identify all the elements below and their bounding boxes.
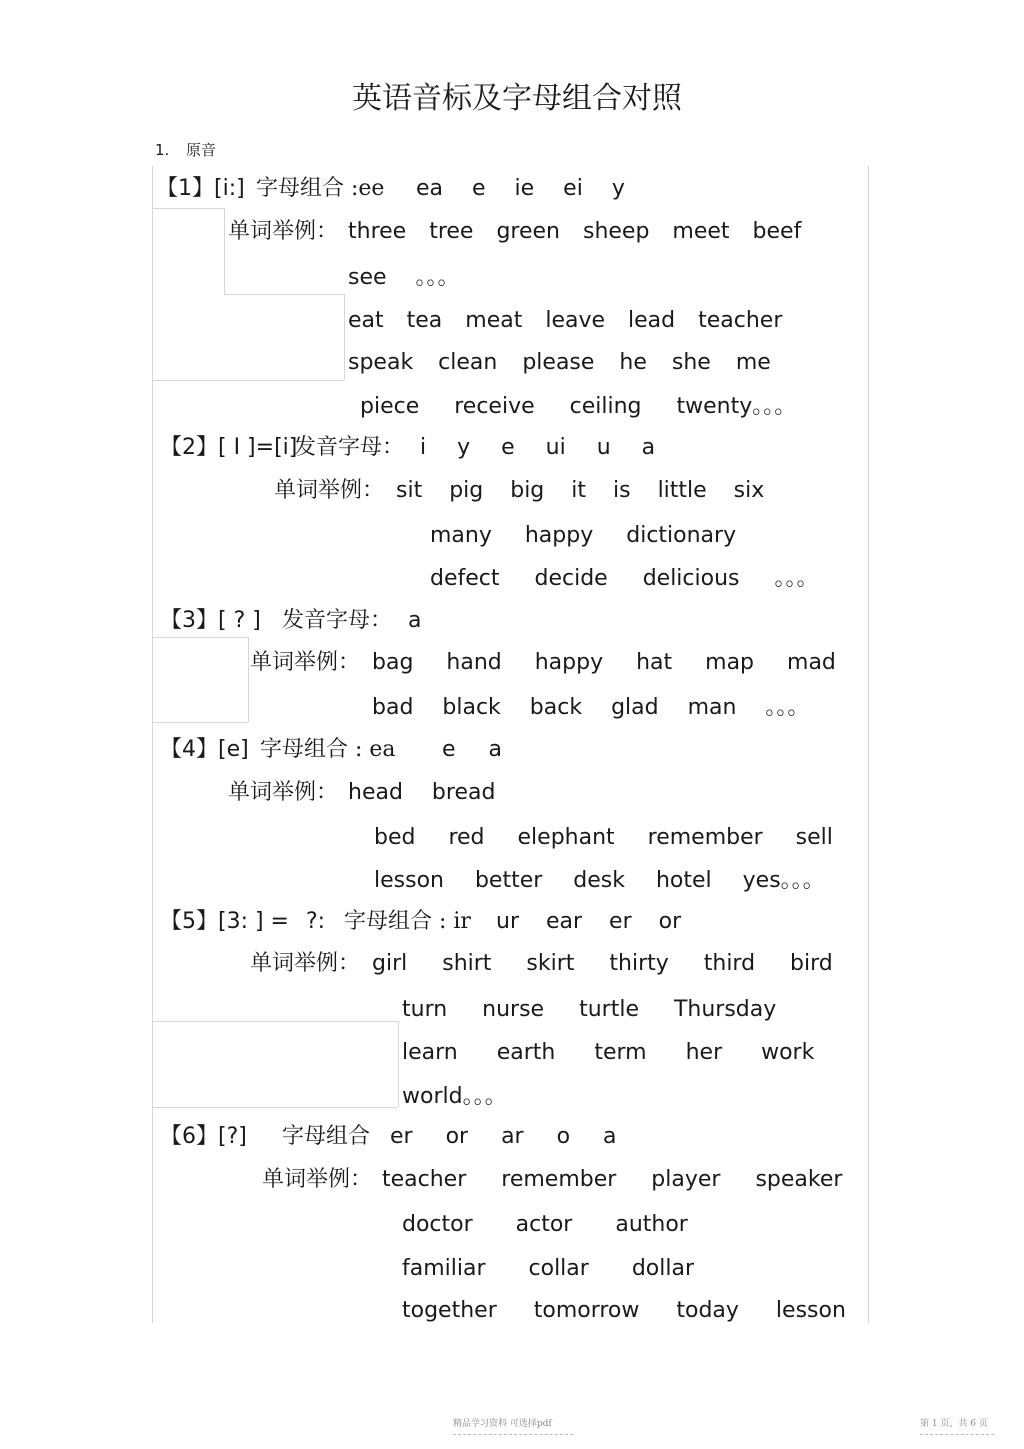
line-40: 字母组合 bbox=[282, 1124, 371, 1149]
line-29: lesson better desk hotel yes。。。 bbox=[374, 868, 825, 893]
line-42: 单词举例： bbox=[262, 1167, 373, 1192]
line-24: 字母组合 : ea bbox=[260, 737, 396, 762]
line-39: 【6】[?] bbox=[160, 1124, 247, 1149]
line-38: world。。。 bbox=[402, 1084, 507, 1109]
line-01: 【1】[i:] bbox=[156, 176, 245, 201]
line-03: ea e ie ei y bbox=[416, 176, 625, 201]
line-41: er or ar o a bbox=[390, 1124, 617, 1149]
line-46: together tomorrow today lesson bbox=[402, 1298, 846, 1323]
line-12: i y e ui u a bbox=[420, 435, 656, 460]
section-name: 原音 bbox=[186, 141, 217, 159]
page-title: 英语音标及字母组合对照 bbox=[352, 81, 682, 116]
line-14: sit pig big it is little six bbox=[396, 478, 765, 503]
line-36: turn nurse turtle Thursday bbox=[402, 997, 777, 1022]
line-05: three tree green sheep meet beef bbox=[348, 219, 802, 244]
line-26: 单词举例： bbox=[228, 780, 339, 805]
line-09: piece receive ceiling twenty。。。 bbox=[360, 394, 797, 419]
line-34: 单词举例： bbox=[250, 951, 361, 976]
line-21: bag hand happy hat map mad bbox=[372, 650, 836, 675]
line-22: bad black back glad man 。。。 bbox=[372, 695, 810, 720]
line-44: doctor actor author bbox=[402, 1212, 688, 1237]
line-16: defect decide delicious 。。。 bbox=[430, 566, 819, 591]
line-23: 【4】[e] bbox=[160, 737, 249, 762]
footer-left-dashes bbox=[453, 1434, 573, 1435]
line-37: learn earth term her work bbox=[402, 1040, 815, 1065]
line-10: 【2】[ I ]=[i] bbox=[160, 435, 298, 460]
line-43: teacher remember player speaker bbox=[382, 1167, 843, 1192]
line-06: see 。。。 bbox=[348, 265, 460, 290]
line-45: familiar collar dollar bbox=[402, 1256, 694, 1281]
line-13: 单词举例： bbox=[274, 478, 385, 503]
line-08: speak clean please he she me bbox=[348, 350, 771, 375]
line-07: eat tea meat leave lead teacher bbox=[348, 308, 783, 333]
line-35: girl shirt skirt thirty third bird bbox=[372, 951, 833, 976]
footer-right-dashes bbox=[920, 1434, 994, 1435]
line-33: ur ear er or bbox=[496, 909, 682, 934]
line-17: 【3】[ ? ] bbox=[160, 608, 261, 633]
line-15: many happy dictionary bbox=[430, 523, 737, 548]
section-number: 1. bbox=[155, 141, 170, 159]
line-30: 【5】[3: ] = bbox=[160, 909, 289, 934]
line-02: 字母组合 :ee bbox=[256, 176, 385, 201]
line-28: bed red elephant remember sell bbox=[374, 825, 833, 850]
line-31: ?: bbox=[306, 909, 326, 934]
footer-left-text: 精品学习资料 可选择pdf bbox=[453, 1419, 552, 1429]
line-04: 单词举例： bbox=[228, 219, 339, 244]
line-11: 发音字母： bbox=[294, 435, 405, 460]
footer-page-number: 第 1 页，共 6 页 bbox=[920, 1419, 988, 1429]
line-32: 字母组合 : ir bbox=[344, 909, 471, 934]
line-20: 单词举例： bbox=[250, 650, 361, 675]
line-18: 发音字母： bbox=[282, 608, 393, 633]
line-25: e a bbox=[442, 737, 503, 762]
line-27: head bread bbox=[348, 780, 496, 805]
line-19: a bbox=[408, 608, 422, 633]
